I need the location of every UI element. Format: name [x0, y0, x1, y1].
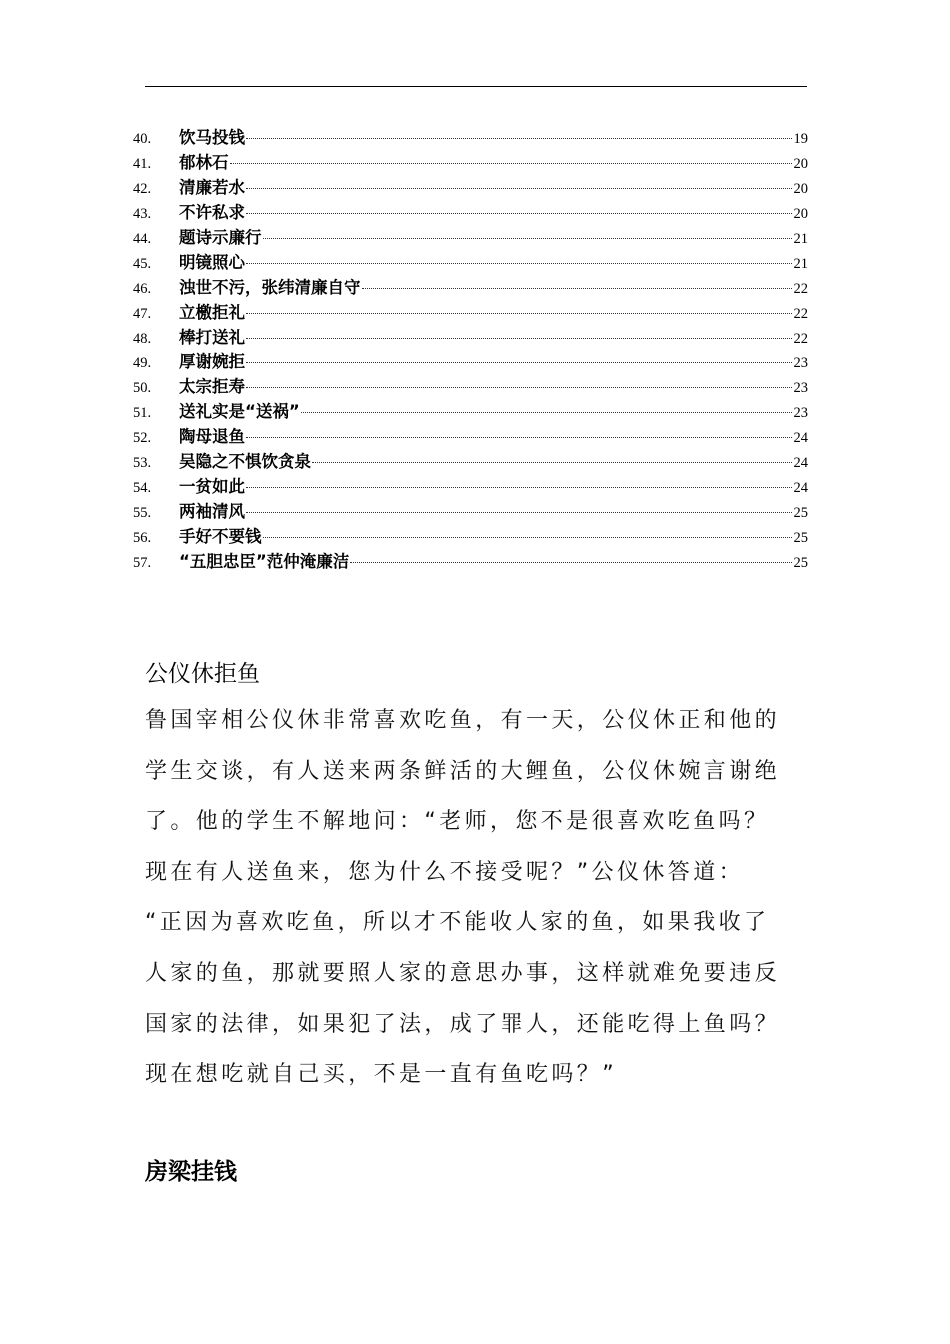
- toc-entry-title: 两袖清风: [179, 502, 245, 522]
- toc-entry-page: 23: [793, 355, 808, 372]
- toc-entry-number: 43.: [133, 205, 152, 222]
- toc-entry-page: 24: [793, 480, 808, 497]
- toc-entry-title: 明镜照心: [179, 252, 245, 272]
- toc-entry-page: 20: [793, 155, 808, 172]
- toc-entry-number: 57.: [133, 554, 152, 571]
- paragraph-line: 人家的鱼，那就要照人家的意思办事，这样就难免要违反: [145, 960, 781, 986]
- toc-entry[interactable]: [133, 525, 808, 550]
- toc-entry-number: 51.: [133, 405, 152, 422]
- toc-entry-number: 40.: [133, 131, 152, 147]
- toc-entry-page: 21: [793, 230, 808, 247]
- toc-entry-page: 22: [793, 280, 808, 297]
- toc-entry[interactable]: [133, 151, 808, 176]
- toc-entry[interactable]: [133, 500, 808, 525]
- toc-entry-title: 清廉若水: [179, 177, 245, 197]
- toc-entry-title: 陶母退鱼: [179, 427, 245, 447]
- toc-dot-leader: [246, 213, 792, 214]
- toc-entry-page: 20: [793, 180, 808, 197]
- table-of-contents: [133, 126, 808, 575]
- toc-entry-title: 一贫如此: [179, 477, 245, 497]
- section-fangliang: [145, 1157, 810, 1187]
- toc-entry[interactable]: [133, 400, 808, 425]
- header-rule: [145, 86, 807, 87]
- toc-dot-leader: [263, 238, 792, 239]
- toc-entry-page: 21: [793, 255, 808, 272]
- paragraph-line: 现在有人送鱼来，您为什么不接受呢？”公仪休答道：: [145, 859, 744, 885]
- toc-dot-leader: [246, 263, 792, 264]
- toc-entry-number: 45.: [133, 255, 152, 272]
- toc-entry-number: 54.: [133, 480, 152, 497]
- toc-entry-number: 56.: [133, 530, 152, 546]
- toc-dot-leader: [246, 387, 792, 388]
- toc-entry-page: 24: [793, 430, 808, 447]
- toc-entry-page: 25: [793, 505, 808, 522]
- toc-entry-number: 42.: [133, 180, 152, 197]
- toc-dot-leader: [312, 462, 792, 463]
- toc-entry[interactable]: [133, 326, 808, 351]
- toc-dot-leader: [246, 138, 792, 139]
- toc-dot-leader: [246, 313, 792, 314]
- paragraph-line: 现在想吃就自己买，不是一直有鱼吃吗？”: [145, 1062, 617, 1088]
- toc-entry-page: 22: [793, 305, 808, 322]
- toc-entry-page: 25: [793, 530, 808, 546]
- toc-entry-title: 厚谢婉拒: [179, 352, 245, 372]
- paragraph-line: 鲁国宰相公仪休非常喜欢吃鱼，有一天，公仪休正和他的: [145, 708, 781, 733]
- toc-entry-page: 24: [793, 455, 808, 472]
- toc-entry-title: 送礼实是“送祸”: [179, 402, 300, 422]
- toc-entry[interactable]: [133, 550, 808, 575]
- toc-entry-title: 太宗拒寿: [179, 377, 245, 397]
- toc-entry-title: 手好不要钱: [179, 527, 262, 546]
- toc-entry[interactable]: [133, 301, 808, 326]
- paragraph-line: 学生交谈，有人送来两条鲜活的大鲤鱼，公仪休婉言谢绝: [145, 758, 781, 784]
- toc-dot-leader: [246, 512, 792, 513]
- paragraph-line: 了。他的学生不解地问：“老师，您不是很喜欢吃鱼吗？: [145, 809, 770, 835]
- toc-entry-title: 立檄拒礼: [179, 302, 245, 322]
- toc-dot-leader: [263, 537, 792, 538]
- toc-dot-leader: [246, 338, 792, 339]
- toc-entry-page: 22: [793, 330, 808, 347]
- toc-dot-leader: [246, 487, 792, 488]
- section-gongyixiu: [145, 659, 810, 1101]
- toc-entry-number: 44.: [133, 230, 152, 247]
- toc-entry-page: 25: [793, 554, 808, 571]
- toc-dot-leader: [246, 188, 792, 189]
- toc-entry-title: 不许私求: [179, 202, 245, 222]
- toc-entry-number: 41.: [133, 155, 152, 172]
- toc-entry-page: 20: [793, 205, 808, 222]
- toc-dot-leader: [230, 163, 792, 164]
- toc-entry-title: 棒打送礼: [179, 327, 245, 347]
- toc-dot-leader: [362, 288, 792, 289]
- section-title: 房梁挂钱: [145, 1159, 237, 1185]
- toc-entry[interactable]: [133, 251, 808, 276]
- toc-entry-number: 55.: [133, 505, 152, 522]
- toc-entry[interactable]: [133, 176, 808, 201]
- toc-entry-title: “五胆忠臣”范仲淹廉洁: [179, 551, 350, 571]
- toc-entry-number: 53.: [133, 455, 152, 472]
- toc-entry-title: 浊世不污，张纬清廉自守: [179, 277, 361, 297]
- toc-entry[interactable]: [133, 350, 808, 375]
- toc-entry[interactable]: [133, 450, 808, 475]
- toc-entry-page: 23: [793, 380, 808, 397]
- toc-entry-title: 题诗示廉行: [179, 227, 262, 247]
- toc-entry-number: 48.: [133, 330, 152, 347]
- toc-entry-title: 郁林石: [179, 152, 229, 172]
- section-title: 公仪休拒鱼: [145, 661, 260, 687]
- toc-entry[interactable]: [133, 126, 808, 151]
- toc-entry[interactable]: [133, 276, 808, 301]
- toc-dot-leader: [301, 412, 792, 413]
- toc-entry-title: 吴隐之不惧饮贪泉: [179, 452, 311, 472]
- section-body: [145, 696, 810, 1101]
- toc-dot-leader: [350, 562, 791, 563]
- toc-dot-leader: [246, 437, 792, 438]
- toc-entry[interactable]: [133, 226, 808, 251]
- toc-entry-number: 47.: [133, 305, 152, 322]
- toc-entry[interactable]: [133, 475, 808, 500]
- toc-entry-number: 49.: [133, 355, 152, 372]
- toc-dot-leader: [246, 362, 792, 363]
- toc-entry-title: 饮马投钱: [179, 128, 245, 147]
- toc-entry[interactable]: [133, 201, 808, 226]
- toc-entry-number: 50.: [133, 380, 152, 397]
- toc-entry-page: 23: [793, 405, 808, 422]
- toc-entry[interactable]: [133, 375, 808, 400]
- toc-entry-number: 46.: [133, 280, 152, 297]
- toc-entry-page: 19: [793, 131, 808, 147]
- toc-entry[interactable]: [133, 425, 808, 450]
- toc-entry-number: 52.: [133, 430, 152, 447]
- paragraph-line: “正因为喜欢吃鱼，所以才不能收人家的鱼，如果我收了: [145, 910, 770, 936]
- paragraph-line: 国家的法律，如果犯了法，成了罪人，还能吃得上鱼吗？: [145, 1011, 781, 1037]
